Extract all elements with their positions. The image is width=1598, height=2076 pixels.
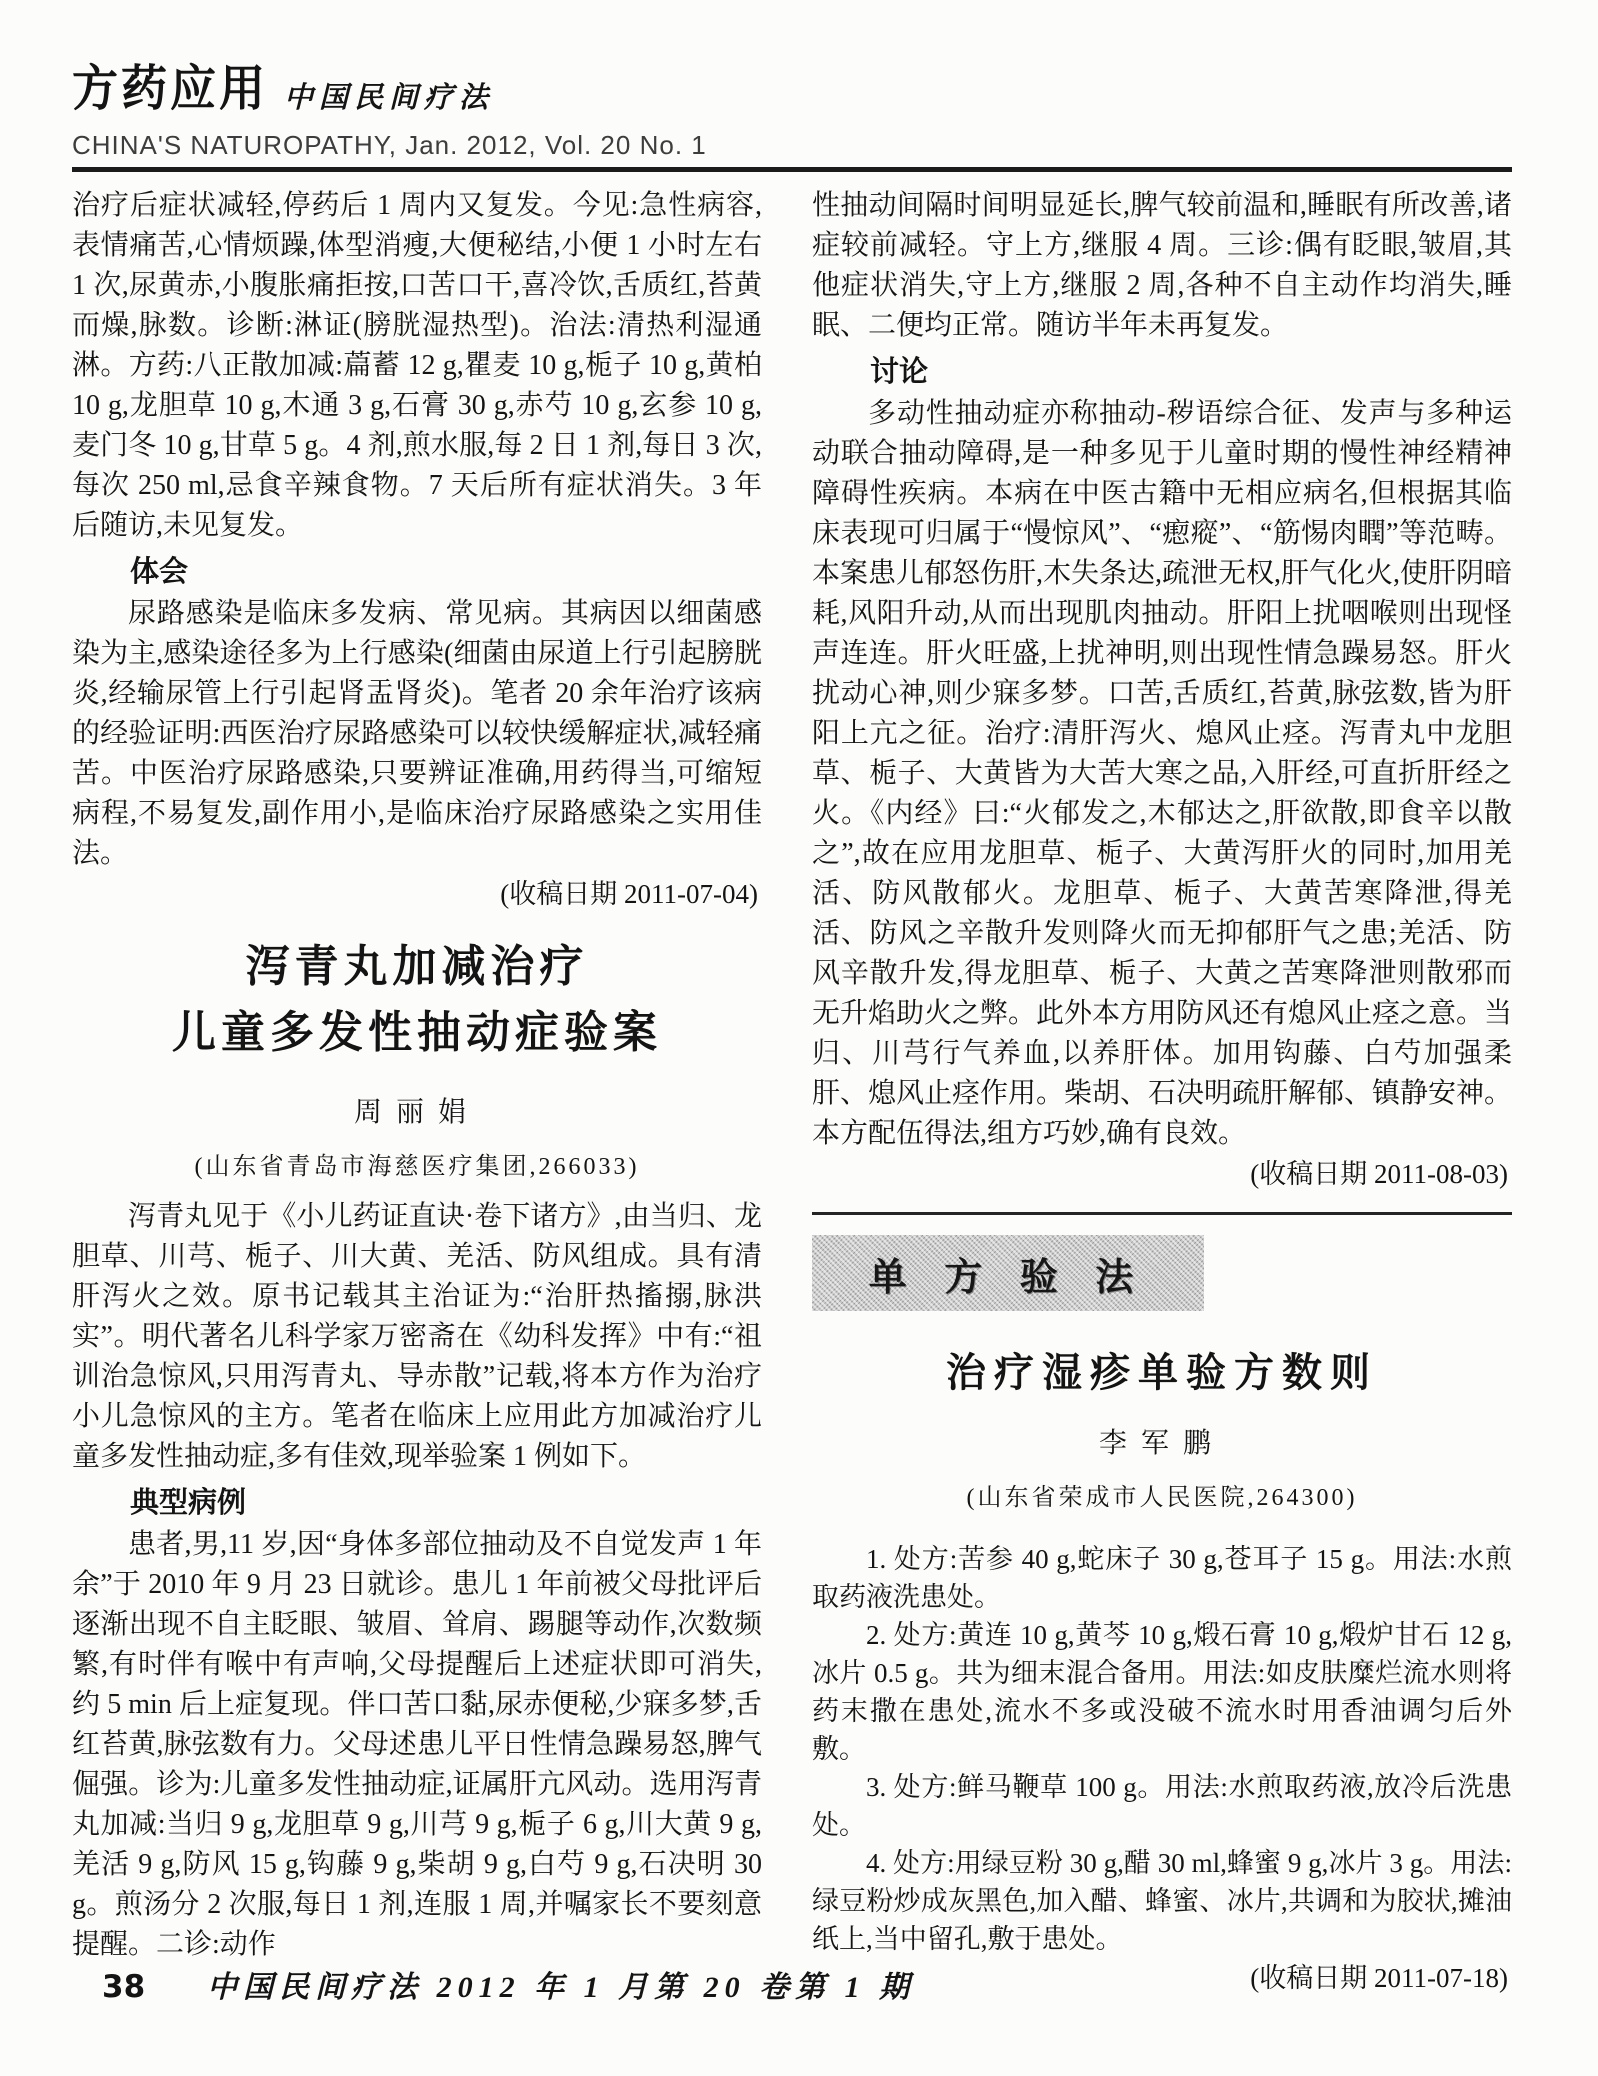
remedy-item-4: 4. 处方:用绿豆粉 30 g,醋 30 ml,蜂蜜 9 g,冰片 3 g。用法:绿豆粉炒成灰黑色,加入醋、蜂蜜、冰片,共调和为胶状,摊油纸上,当中留孔,敷于患处。 [812, 1848, 1512, 1954]
journal-name-script: 中国民间疗法 [284, 82, 495, 114]
section-brand: 方药应用 [72, 59, 268, 117]
section-heading-experience: 体会 [130, 556, 189, 588]
article-author: 李军鹏 [1098, 1428, 1225, 1459]
article-divider-rule [812, 1212, 1512, 1215]
continuation-paragraph: 性抽动间隔时间明显延长,脾气较前温和,睡眠有所改善,诸症较前减轻。守上方,继服 4 周。三诊:偶有眨眼,皱眉,其他症状消失,守上方,继服 2 周,各种不自主动作均消失,睡眠、二便均正常。随访半年未再复发。 [812, 190, 1512, 341]
page-footer [102, 1962, 915, 2006]
two-column-body [72, 186, 1512, 1998]
article-title-line1: 泻青丸加减治疗 [245, 942, 589, 991]
column-section-banner [812, 1235, 1204, 1311]
left-column [72, 186, 762, 1965]
remedy-item-2: 2. 处方:黄连 10 g,黄芩 10 g,煅石膏 10 g,煅炉甘石 12 g,冰片 0.5 g。共为细末混合备用。用法:如皮肤糜烂流水则将药末撒在患处,流水不多或没破不流水时用香油调匀后外敷。 [812, 1620, 1512, 1764]
remedy-item-1: 1. 处方:苦参 40 g,蛇床子 30 g,苍耳子 15 g。用法:水煎取药液洗患处。 [812, 1544, 1512, 1612]
page-number: 38 [102, 1969, 146, 2005]
remedy-item-3: 3. 处方:鲜马鞭草 100 g。用法:水煎取药液,放冷后洗患处。 [812, 1772, 1512, 1840]
section-heading-typical-case: 典型病例 [130, 1487, 247, 1519]
intro-paragraph: 泻青丸见于《小儿药证直诀·卷下诸方》,由当归、龙胆草、川芎、栀子、川大黄、羌活、防风组成。具有清肝泻火之效。原书记载其主治证为:“治肝热搐搦,脉洪实”。明代著名儿科学家万密斋在《幼科发挥》中有:“祖训治急惊风,只用泻青丸、导赤散”记载,将本方作为治疗小儿急惊风的主方。笔者在临床上应用此方加减治疗儿童多发性抽动症,多有佳效,现举验案 1 例如下。 [72, 1201, 762, 1472]
received-date: (收稿日期 2011-07-04) [500, 879, 758, 909]
article-author: 周丽娟 [353, 1097, 480, 1128]
banner-label: 单 方 验 法 [868, 1256, 1148, 1299]
brand-row [72, 54, 1512, 120]
article-title-block [72, 934, 762, 1181]
footer-journal-info: 中国民间疗法 2012 年 1 月第 20 卷第 1 期 [207, 1971, 916, 2004]
journal-citation-line: CHINA'S NATUROPATHY, Jan. 2012, Vol. 20 No. 1 [72, 130, 707, 160]
right-column [812, 186, 1512, 1998]
section-heading-discussion: 讨论 [870, 356, 929, 388]
case-paragraph: 患者,男,11 岁,因“身体多部位抽动及不自觉发声 1 年余”于 2010 年 9 月 23 日就诊。患儿 1 年前被父母批评后逐渐出现不自主眨眼、皱眉、耸肩、踢腿等动作,次数频繁,有时伴有喉中有声响,父母提醒后上述症状即可消失,约 5 min 后上症复现。伴口苦口黏,尿赤便秘,少寐多梦,舌红苔黄,脉弦数有力。父母述患儿平日性情急躁易怒,脾气倔强。诊为:儿童多发性抽动症,证属肝亢风动。选用泻青丸加减:当归 9 g,龙胆草 9 g,川芎 9 g,栀子 6 g,川大黄 9 g,羌活 9 g,防风 15 g,钩藤 9 g,柴胡 9 g,白芍 9 g,石决明 30 g。煎汤分 2 次服,每日 1 剂,连服 1 周,并嘱家长不要刻意提醒。二诊:动作 [72, 1529, 762, 1960]
experience-paragraph: 尿路感染是临床多发病、常见病。其病因以细菌感染为主,感染途径多为上行感染(细菌由尿道上行引起膀胱炎,经输尿管上行引起肾盂肾炎)。笔者 20 余年治疗该病的经验证明:西医治疗尿路感染可以较快缓解症状,减轻痛苦。中医治疗尿路感染,只要辨证准确,用药得当,可缩短病程,不易复发,副作用小,是临床治疗尿路感染之实用佳法。 [72, 598, 762, 869]
article-title: 治疗湿疹单验方数则 [946, 1350, 1378, 1395]
article-affiliation: (山东省荣成市人民医院,264300) [966, 1485, 1358, 1511]
discussion-paragraph: 多动性抽动症亦称抽动-秽语综合征、发声与多种运动联合抽动障碍,是一种多见于儿童时期的慢性神经精神障碍性疾病。本病在中医古籍中无相应病名,但根据其临床表现可归属于“慢惊风”、“瘛瘲”、“筋惕肉瞤”等范畴。本案患儿郁怒伤肝,木失条达,疏泄无权,肝气化火,使肝阴暗耗,风阳升动,从而出现肌肉抽动。肝阳上扰咽喉则出现怪声连连。肝火旺盛,上扰神明,则出现性情急躁易怒。肝火扰动心神,则少寐多梦。口苦,舌质红,苔黄,脉弦数,皆为肝阳上亢之征。治疗:清肝泻火、熄风止痉。泻青丸中龙胆草、栀子、大黄皆为大苦大寒之品,入肝经,可直折肝经之火。《内经》曰:“火郁发之,木郁达之,肝欲散,即食辛以散之”,故在应用龙胆草、栀子、大黄泻肝火的同时,加用羌活、防风散郁火。龙胆草、栀子、大黄苦寒降泄,得羌活、防风之辛散升发则降火而无抑郁肝气之患;羌活、防风辛散升发,得龙胆草、栀子、大黄之苦寒降泄则散邪而无升焰助火之弊。此外本方用防风还有熄风止痉之意。当归、川芎行气养血,以养肝体。加用钩藤、白芍加强柔肝、熄风止痉作用。柴胡、石决明疏肝解郁、镇静安神。本方配伍得法,组方巧妙,确有良效。 [812, 398, 1513, 1149]
page-header [72, 54, 1512, 172]
article-affiliation: (山东省青岛市海慈医疗集团,266033) [194, 1154, 640, 1180]
continuation-paragraph: 治疗后症状减轻,停药后 1 周内又复发。今见:急性病容,表情痛苦,心情烦躁,体型消瘦,大便秘结,小便 1 小时左右 1 次,尿黄赤,小腹胀痛拒按,口苦口干,喜冷饮,舌质红,苔黄而燥,脉数。诊断:淋证(膀胱湿热型)。治法:清热利湿通淋。方药:八正散加减:萹蓄 12 g,瞿麦 10 g,栀子 10 g,黄柏 10 g,龙胆草 10 g,木通 3 g,石膏 30 g,赤芍 10 g,玄参 10 g,麦门冬 10 g,甘草 5 g。4 剂,煎水服,每 2 日 1 剂,每日 3 次,每次 250 ml,忌食辛辣食物。7 天后所有症状消失。3 年后随访,未见复发。 [72, 190, 762, 541]
header-rule [72, 167, 1512, 172]
article-title-line2: 儿童多发性抽动症验案 [172, 1008, 662, 1057]
received-date: (收稿日期 2011-08-03) [1250, 1159, 1508, 1189]
received-date: (收稿日期 2011-07-18) [1250, 1963, 1508, 1993]
remedy-list [812, 1540, 1512, 1958]
